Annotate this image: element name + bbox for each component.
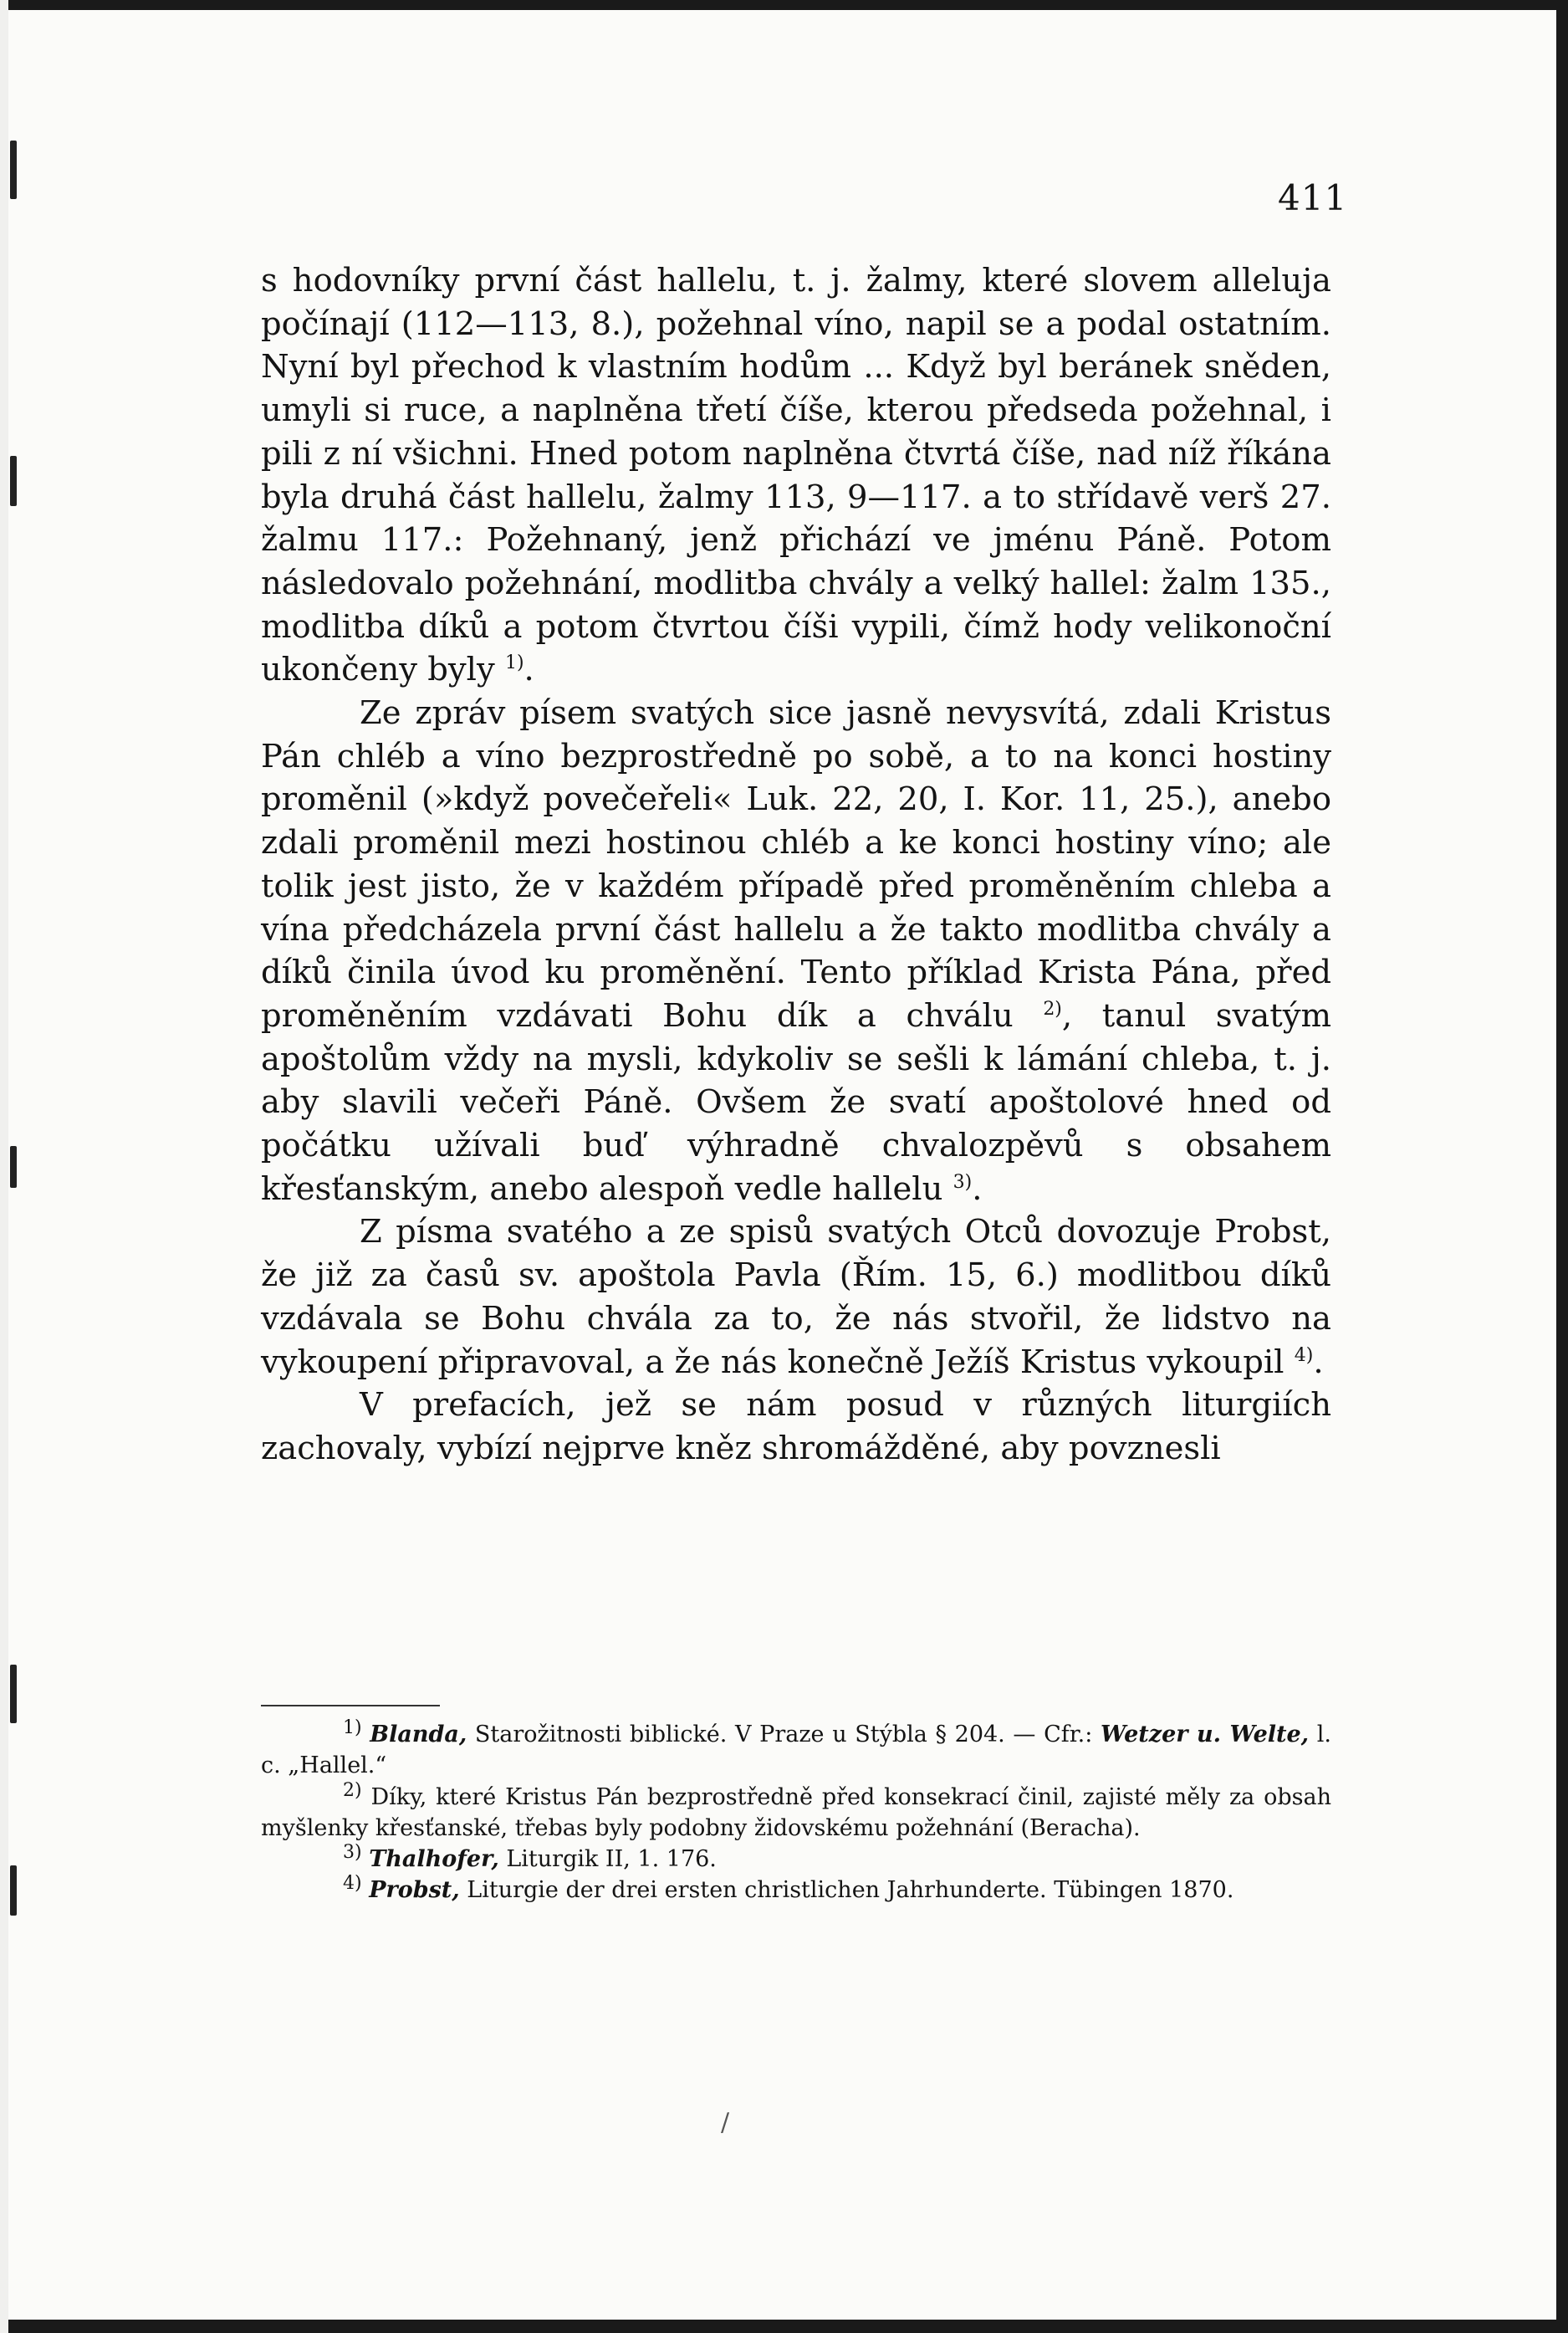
binding-mark xyxy=(10,1665,17,1723)
footnote: $^{2)}$ Díky, které Kristus Pán bezprostředně před konsekrací činil, zajisté měly za obsah myšlenky křesťanské, třebas byly podobny židovskému požehnání (Beracha). xyxy=(261,1779,1331,1841)
paragraph: Z písma svatého a ze spisů svatých Otců dovozuje Probst, že již za časů sv. apoštola Pavla (Řím. 15, 6.) modlitbou díků vzdávala se Bohu chvála za to, že nás stvořil, že lidstvo na vykoupení připravoval, a že nás konečně Ježíš Kristus vykoupil $^{4)}$. xyxy=(261,1213,1331,1381)
footnote-ref[interactable]: 3) xyxy=(953,1171,973,1193)
scan-border-bottom xyxy=(0,2320,1568,2333)
scan-speck: / xyxy=(721,2108,730,2137)
footnote: $^{1)}$ Blanda, Starožitnosti biblické. V Praze u Stýbla § 204. — Cfr.: Wetzer u. Welte, l. c. „Hallel.“ xyxy=(261,1717,1331,1779)
paragraph: s hodovníky první část hallelu, t. j. žalmy, které slovem alleluja počínají (112—113, 8.), požehnal víno, napil se a podal ostatním. Nyní byl přechod k vlastním hodům ... Když byl beránek sněden, umyli si ruce, a naplněna třetí číše, kterou předseda požehnal, i pili z ní všichni. Hned potom naplněna čtvrtá číše, nad níž říkána byla druhá část hallelu, žalmy 113, 9—117. a to střídavě verš 27. žalmu 117.: Požehnaný, jenž přichází ve jménu Páně. Potom následovalo požehnání, modlitba chvály a velký hallel: žalm 135., modlitba díků a potom čtvrtou číši vypili, čímž hody velikonoční ukončeny byly $^{1)}$. xyxy=(261,262,1331,689)
scan-border-top xyxy=(0,0,1568,10)
footnotes xyxy=(261,1719,1331,1906)
paragraph: V prefacích, jež se nám posud v různých liturgiích zachovaly, vybízí nejprve kněz shromážděné, aby povznesli xyxy=(261,1386,1331,1467)
scan-border-right xyxy=(1556,0,1568,2333)
binding-mark xyxy=(10,1146,17,1188)
footnote-ref[interactable]: 4) xyxy=(1294,1344,1314,1366)
footnote-separator xyxy=(261,1705,440,1706)
footnote-ref[interactable]: 1) xyxy=(504,652,524,674)
binding-mark xyxy=(10,1865,17,1916)
binding-mark xyxy=(10,141,17,199)
footnote: $^{3)}$ Thalhofer, Liturgik II, 1. 176. xyxy=(343,1842,717,1873)
footnote: $^{4)}$ Probst, Liturgie der drei ersten christlichen Jahrhunderte. Tübingen 1870. xyxy=(343,1873,1234,1904)
page-number: 411 xyxy=(1278,177,1348,218)
scan-border-left xyxy=(0,0,8,2333)
paragraph: Ze zpráv písem svatých sice jasně nevysvítá, zdali Kristus Pán chléb a víno bezprostředně po sobě, a to na konci hostiny proměnil (»když povečeřeli« Luk. 22, 20, I. Kor. 11, 25.), anebo zdali proměnil mezi hostinou chléb a ke konci hostiny víno; ale tolik jest jisto, že v každém případě před proměněním chleba a vína předcházela první část hallelu a že takto modlitba chvály a díků činila úvod ku proměnění. Tento příklad Krista Pána, před proměněním vzdávati Bohu dík a chválu $^{2)}$, tanul svatým apoštolům vždy na mysli, kdykoliv se sešli k lámání chleba, t. j. aby slavili večeři Páně. Ovšem že svatí apoštolové hned od počátku užívali buď výhradně chvalozpěvů s obsahem křesťanským, anebo alespoň vedle hallelu $^{3)}$. xyxy=(261,694,1331,1208)
footnote-ref[interactable]: 2) xyxy=(1043,999,1062,1021)
binding-mark xyxy=(10,456,17,506)
main-text xyxy=(261,259,1331,1471)
